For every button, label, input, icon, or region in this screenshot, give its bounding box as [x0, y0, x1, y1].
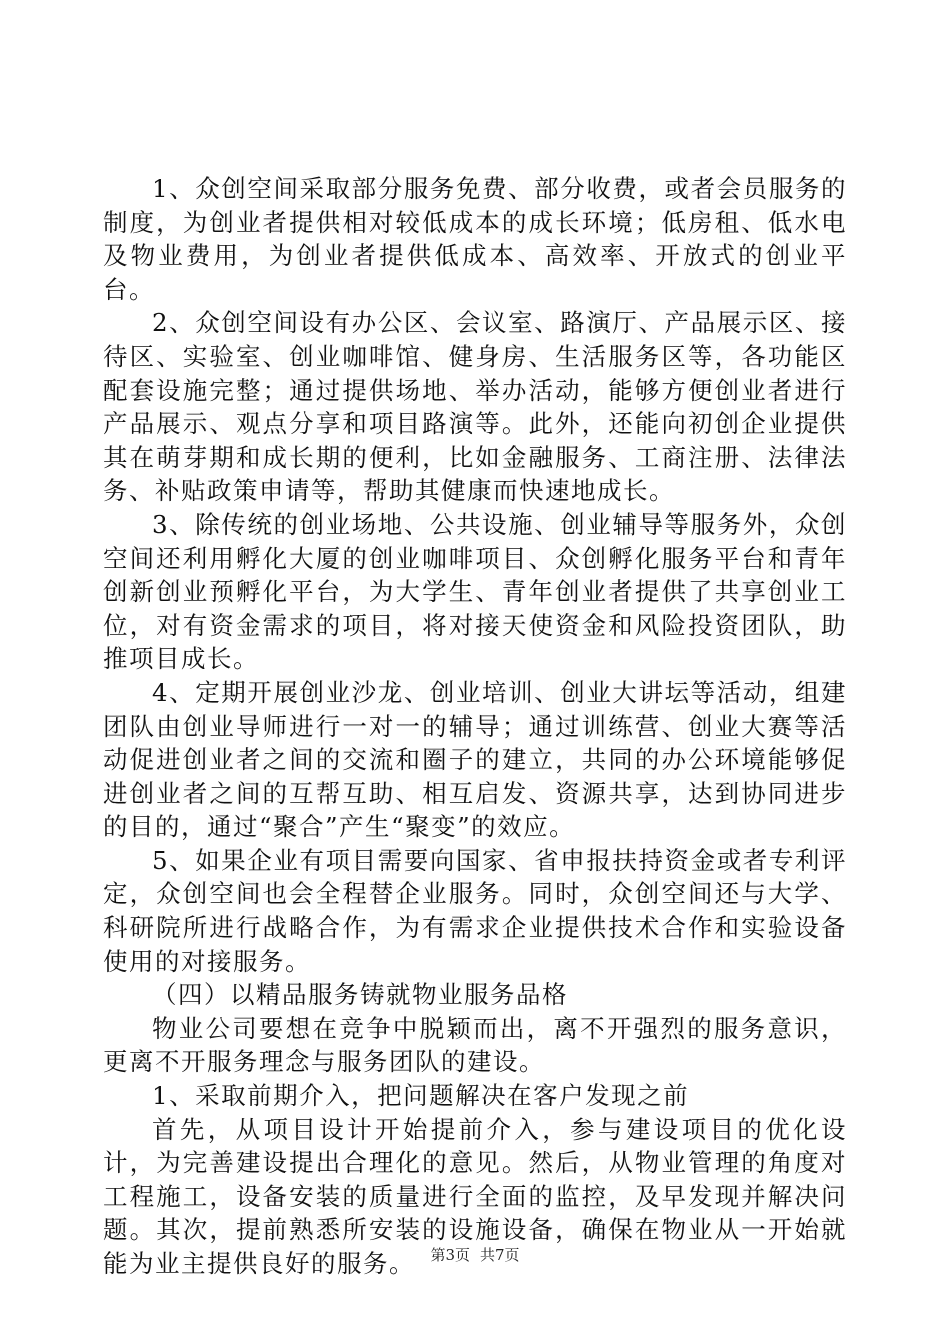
paragraph-3: 3、除传统的创业场地、公共设施、创业辅导等服务外，众创空间还利用孵化大厦的创业咖啡项目、众创孵化服务平台和青年创新创业预孵化平台，为大学生、青年创业者提供了共享创业工位，对有资金需求的项目，将对接天使资金和风险投资团队，助推项目成长。: [103, 509, 847, 674]
paragraph-5: 5、如果企业有项目需要向国家、省申报扶持资金或者专利评定，众创空间也会全程替企业服务。同时，众创空间还与大学、科研院所进行战略合作，为有需求企业提供技术合作和实验设备使用的对接服务。: [103, 845, 847, 976]
subsection-heading: 1、采取前期介入，把问题解决在客户发现之前: [152, 1081, 690, 1111]
document-body: [103, 172, 847, 1281]
page-footer: [0, 1244, 950, 1265]
paragraph-4: 4、定期开展创业沙龙、创业培训、创业大讲坛等活动，组建团队由创业导师进行一对一的辅导；通过训练营、创业大赛等活动促进创业者之间的交流和圈子的建立，共同的办公环境能够促进创业者之间的互帮互助、相互启发、资源共享，达到协同进步的目的，通过“聚合”产生“聚变”的效应。: [103, 677, 847, 842]
paragraph-6: 物业公司要想在竞争中脱颖而出，离不开强烈的服务意识，更离不开服务理念与服务团队的建设。: [103, 1013, 847, 1077]
paragraph-2: 2、众创空间设有办公区、会议室、路演厅、产品展示区、接待区、实验室、创业咖啡馆、健身房、生活服务区等，各功能区配套设施完整；通过提供场地、举办活动，能够方便创业者进行产品展示、观点分享和项目路演等。此外，还能向初创企业提供其在萌芽期和成长期的便利，比如金融服务、工商注册、法律法务、补贴政策申请等，帮助其健康而快速地成长。: [103, 308, 847, 506]
page-number: 第3页: [430, 1246, 470, 1264]
section-heading: （四）以精品服务铸就物业服务品格: [152, 980, 568, 1010]
paragraph-1: 1、众创空间采取部分服务免费、部分收费，或者会员服务的制度，为创业者提供相对较低成本的成长环境；低房租、低水电及物业费用，为创业者提供低成本、高效率、开放式的创业平台。: [103, 174, 847, 304]
page-total: 共7页: [480, 1246, 520, 1264]
paragraph-7: 首先，从项目设计开始提前介入，参与建设项目的优化设计，为完善建设提出合理化的意见。然后，从物业管理的角度对工程施工，设备安装的质量进行全面的监控，及早发现并解决问题。其次，提前熟悉所安装的设施设备，确保在物业从一开始就能为业主提供良好的服务。: [103, 1114, 847, 1278]
